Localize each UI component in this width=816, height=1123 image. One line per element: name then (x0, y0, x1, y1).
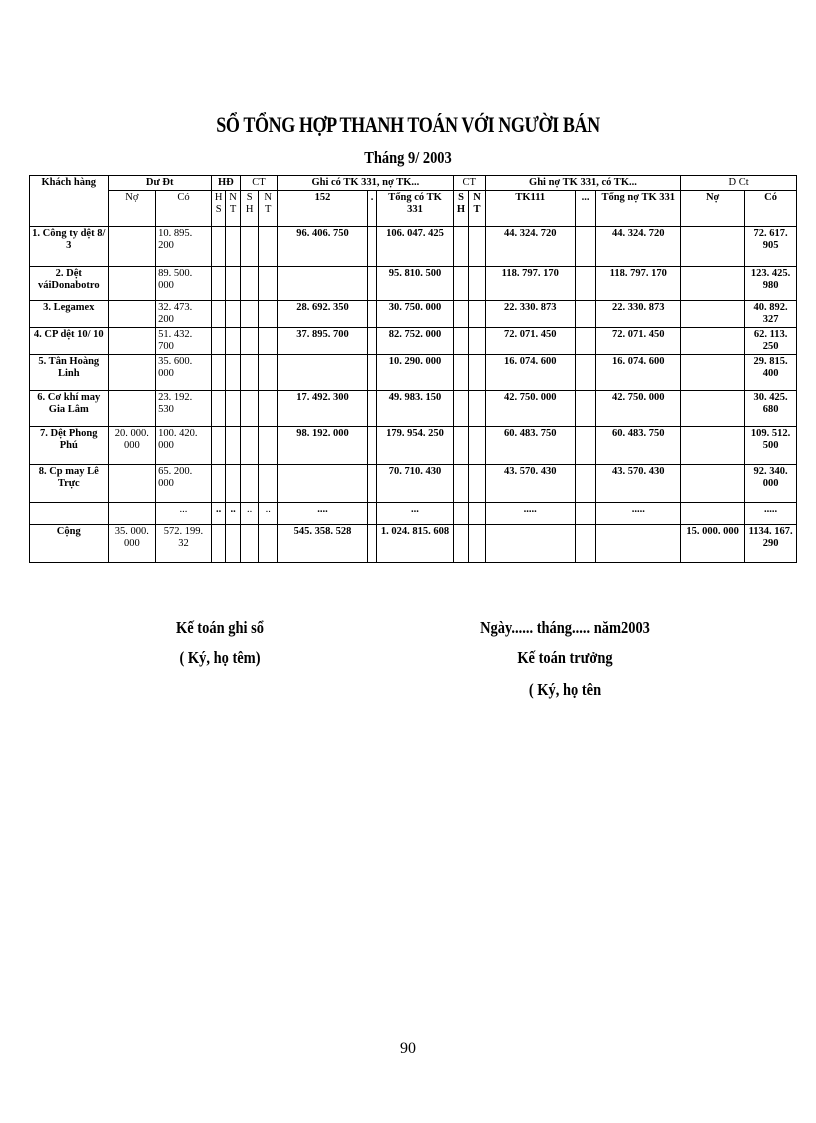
row-ck-no (681, 267, 745, 301)
cell: ... (156, 503, 212, 525)
cell: .. (226, 503, 240, 525)
date-line: Ngày...... tháng..... năm2003 (480, 618, 650, 637)
row-du-co: 32. 473. 200 (156, 301, 212, 328)
cell (226, 328, 240, 355)
document-subtitle: Tháng 9/ 2003 (364, 148, 452, 167)
row-du-no (108, 391, 156, 427)
row-du-no: 20. 000. 000 (108, 427, 156, 465)
cell (469, 267, 486, 301)
row-tong-co: 95. 810. 500 (377, 267, 453, 301)
row-tong-no: 16. 074. 600 (596, 355, 681, 391)
row-tong-no: 43. 570. 430 (596, 465, 681, 503)
cell (367, 267, 376, 301)
row-tk111: 22. 330. 873 (485, 301, 575, 328)
cell (367, 227, 376, 267)
row-du-no (108, 355, 156, 391)
cell (469, 301, 486, 328)
cell: .. (211, 503, 225, 525)
row-du-co: 65. 200. 000 (156, 465, 212, 503)
cell (681, 503, 745, 525)
header-hd: HĐ (211, 176, 240, 191)
row-name: 7. Dệt Phong Phú (30, 427, 109, 465)
row-tk111: 42. 750. 000 (485, 391, 575, 427)
header-row-1 (30, 176, 797, 191)
cell (453, 427, 469, 465)
row-tong-no: 72. 071. 450 (596, 328, 681, 355)
table-row (30, 465, 797, 503)
cell (469, 355, 486, 391)
row-tk152: 28. 692. 350 (278, 301, 368, 328)
cell (469, 328, 486, 355)
cell: .. (240, 503, 259, 525)
left-signature-title: Kế toán ghi sổ (176, 618, 264, 637)
row-tong-no: 60. 483. 750 (596, 427, 681, 465)
total-ck-co: 1134. 167. 290 (745, 525, 797, 563)
cell (367, 391, 376, 427)
row-name: 6. Cơ khí may Gia Lâm (30, 391, 109, 427)
row-tk111: 44. 324. 720 (485, 227, 575, 267)
table-row (30, 267, 797, 301)
row-du-co: 35. 600. 000 (156, 355, 212, 391)
row-tk111: 60. 483. 750 (485, 427, 575, 465)
row-du-co: 89. 500. 000 (156, 267, 212, 301)
row-tk152: 96. 406. 750 (278, 227, 368, 267)
header-tk152: 152 (278, 191, 368, 227)
cell (469, 503, 486, 525)
table-row (30, 391, 797, 427)
header-no: Nợ (108, 191, 156, 227)
cell (575, 227, 596, 267)
cell (259, 301, 278, 328)
cell (211, 465, 225, 503)
row-name: 1. Công ty dệt 8/ 3 (30, 227, 109, 267)
row-name: 2. Dệt váiDonabotro (30, 267, 109, 301)
row-tong-no: 42. 750. 000 (596, 391, 681, 427)
data-rows (30, 227, 797, 503)
cell (575, 525, 596, 563)
row-tong-no: 44. 324. 720 (596, 227, 681, 267)
row-tong-co: 30. 750. 000 (377, 301, 453, 328)
cell (575, 301, 596, 328)
header-du-dau: Dư Đt (108, 176, 211, 191)
row-du-no (108, 301, 156, 328)
row-tong-co: 106. 047. 425 (377, 227, 453, 267)
header-dot: . (367, 191, 376, 227)
row-ck-co: 30. 425. 680 (745, 391, 797, 427)
row-ck-no (681, 465, 745, 503)
row-tong-co: 49. 983. 150 (377, 391, 453, 427)
cell: ..... (485, 503, 575, 525)
cell (575, 391, 596, 427)
right-signature-note: ( Ký, họ tên (528, 680, 602, 699)
row-ck-no (681, 227, 745, 267)
header-ct-1: CT (240, 176, 277, 191)
cell (469, 427, 486, 465)
cell (240, 328, 259, 355)
cell (367, 301, 376, 328)
row-du-no (108, 227, 156, 267)
cell: .... (278, 503, 368, 525)
cell (453, 227, 469, 267)
row-name: 5. Tân Hoàng Linh (30, 355, 109, 391)
cell (259, 427, 278, 465)
cell (575, 267, 596, 301)
row-tong-no: 118. 797. 170 (596, 267, 681, 301)
cell (367, 328, 376, 355)
cell (575, 465, 596, 503)
row-du-co: 10. 895. 200 (156, 227, 212, 267)
row-tk152: 98. 192. 000 (278, 427, 368, 465)
cell (259, 328, 278, 355)
cell (367, 355, 376, 391)
cell (211, 267, 225, 301)
cell (259, 465, 278, 503)
header-dots: ... (575, 191, 596, 227)
header-nt-3: N T (469, 191, 486, 227)
row-tk111: 43. 570. 430 (485, 465, 575, 503)
row-ck-no (681, 391, 745, 427)
row-tk152 (278, 355, 368, 391)
row-ck-co: 123. 425. 980 (745, 267, 797, 301)
row-du-no (108, 328, 156, 355)
document-title: SỔ TỔNG HỢP THANH TOÁN VỚI NGƯỜI BÁN (216, 112, 600, 137)
cell: ... (377, 503, 453, 525)
cell (226, 465, 240, 503)
cell (259, 355, 278, 391)
row-tong-co: 70. 710. 430 (377, 465, 453, 503)
cell (469, 227, 486, 267)
cell (453, 525, 469, 563)
page-number: 90 (400, 1040, 416, 1057)
header-sh: S H (240, 191, 259, 227)
cell (240, 525, 259, 563)
cell (259, 227, 278, 267)
header-row-2 (30, 191, 797, 227)
row-ck-co: 92. 340. 000 (745, 465, 797, 503)
total-ck-no: 15. 000. 000 (681, 525, 745, 563)
cell: ..... (745, 503, 797, 525)
table-row (30, 427, 797, 465)
row-ck-no (681, 328, 745, 355)
cell (240, 227, 259, 267)
cell (367, 525, 376, 563)
total-tong-co: 1. 024. 815. 608 (377, 525, 453, 563)
row-du-co: 100. 420. 000 (156, 427, 212, 465)
table-row (30, 227, 797, 267)
cell (30, 503, 109, 525)
cell (108, 503, 156, 525)
row-tk152: 37. 895. 700 (278, 328, 368, 355)
row-ck-no (681, 355, 745, 391)
cell (453, 328, 469, 355)
table-row (30, 328, 797, 355)
cell: ..... (596, 503, 681, 525)
cell (259, 391, 278, 427)
cell (211, 328, 225, 355)
cell (453, 301, 469, 328)
cell (226, 301, 240, 328)
cell (259, 267, 278, 301)
header-ct-2: CT (453, 176, 485, 191)
header-sh-2: S H (453, 191, 469, 227)
cell (453, 391, 469, 427)
cell (226, 525, 240, 563)
header-ghi-no: Ghi nợ TK 331, có TK... (485, 176, 680, 191)
header-khach-hang: Khách hàng (30, 176, 109, 227)
header-du-cuoi: D Ct (681, 176, 797, 191)
row-tk152 (278, 267, 368, 301)
row-name: 3. Legamex (30, 301, 109, 328)
cell (211, 301, 225, 328)
ellipsis-row (30, 503, 797, 525)
row-ck-no (681, 301, 745, 328)
row-ck-co: 29. 815. 400 (745, 355, 797, 391)
cell (453, 503, 469, 525)
cell (240, 355, 259, 391)
cell (453, 465, 469, 503)
cell (453, 355, 469, 391)
cell (469, 525, 486, 563)
left-signature-note: ( Ký, họ têm) (179, 648, 261, 667)
cell (240, 391, 259, 427)
total-row (30, 525, 797, 563)
cell (240, 427, 259, 465)
cell (367, 427, 376, 465)
header-co: Có (156, 191, 212, 227)
row-tk152 (278, 465, 368, 503)
row-du-no (108, 465, 156, 503)
cell (485, 525, 575, 563)
cell (226, 391, 240, 427)
cell (240, 267, 259, 301)
header-ghi-co: Ghi có TK 331, nợ TK... (278, 176, 454, 191)
cell (367, 465, 376, 503)
cell (575, 427, 596, 465)
row-du-no (108, 267, 156, 301)
cell (259, 525, 278, 563)
total-tk152: 545. 358. 528 (278, 525, 368, 563)
row-ck-co: 40. 892. 327 (745, 301, 797, 328)
cell (226, 427, 240, 465)
header-hs: H S (211, 191, 225, 227)
total-label: Cộng (30, 525, 109, 563)
cell (469, 391, 486, 427)
header-nt: N T (226, 191, 240, 227)
cell (226, 355, 240, 391)
cell (211, 227, 225, 267)
cell (453, 267, 469, 301)
total-du-no: 35. 000. 000 (108, 525, 156, 563)
row-ck-co: 72. 617. 905 (745, 227, 797, 267)
ledger-footer (30, 503, 797, 563)
cell (226, 227, 240, 267)
header-tong-co: Tổng có TK 331 (377, 191, 453, 227)
ledger-body (30, 176, 797, 227)
row-tong-co: 82. 752. 000 (377, 328, 453, 355)
row-du-co: 23. 192. 530 (156, 391, 212, 427)
row-tong-co: 179. 954. 250 (377, 427, 453, 465)
ledger-table (29, 175, 797, 563)
row-tk111: 72. 071. 450 (485, 328, 575, 355)
header-tk111: TK111 (485, 191, 575, 227)
row-tk152: 17. 492. 300 (278, 391, 368, 427)
total-du-co: 572. 199. 32 (156, 525, 212, 563)
cell (211, 355, 225, 391)
header-no-2: Nợ (681, 191, 745, 227)
row-tk111: 118. 797. 170 (485, 267, 575, 301)
cell (596, 525, 681, 563)
cell (240, 301, 259, 328)
cell (226, 267, 240, 301)
table-row (30, 301, 797, 328)
cell: .. (259, 503, 278, 525)
cell (469, 465, 486, 503)
right-signature-title: Kế toán trưởng (517, 648, 613, 667)
row-name: 4. CP dệt 10/ 10 (30, 328, 109, 355)
row-ck-co: 62. 113. 250 (745, 328, 797, 355)
row-tong-no: 22. 330. 873 (596, 301, 681, 328)
row-ck-co: 109. 512. 500 (745, 427, 797, 465)
cell (240, 465, 259, 503)
table-row (30, 355, 797, 391)
cell (367, 503, 376, 525)
row-name: 8. Cp may Lê Trực (30, 465, 109, 503)
header-co-2: Có (745, 191, 797, 227)
cell (575, 328, 596, 355)
row-tong-co: 10. 290. 000 (377, 355, 453, 391)
cell (211, 391, 225, 427)
cell (575, 355, 596, 391)
cell (211, 427, 225, 465)
cell (575, 503, 596, 525)
row-tk111: 16. 074. 600 (485, 355, 575, 391)
row-ck-no (681, 427, 745, 465)
cell (211, 525, 225, 563)
header-nt-2: N T (259, 191, 278, 227)
row-du-co: 51. 432. 700 (156, 328, 212, 355)
header-tong-no: Tổng nợ TK 331 (596, 191, 681, 227)
